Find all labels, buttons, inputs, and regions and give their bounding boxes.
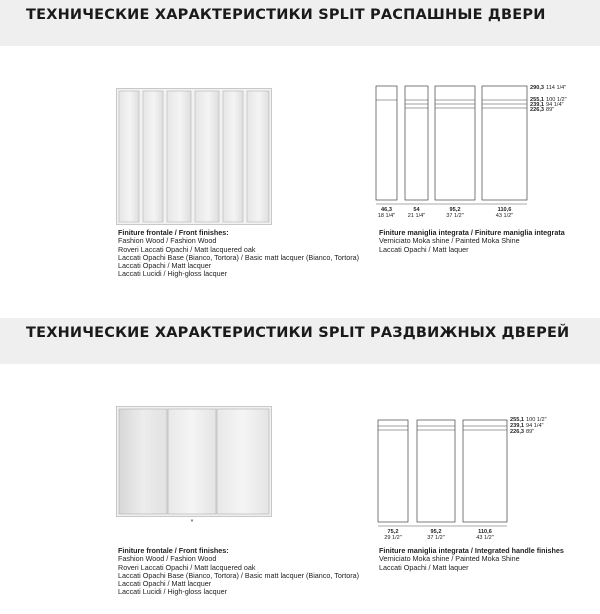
finish-item: Fashion Wood / Fashion Wood bbox=[118, 236, 217, 246]
front-finishes-sliding bbox=[118, 547, 359, 597]
handle-finish-item: Laccati Opachi / Matt laquer bbox=[379, 562, 469, 572]
finish-item: Laccati Opachi / Matt lacquer bbox=[118, 579, 212, 589]
sliding-door-front-illustration bbox=[116, 406, 273, 524]
front-finishes-title: Finiture frontale / Front finishes: bbox=[118, 228, 229, 237]
finish-item: Fashion Wood / Fashion Wood bbox=[118, 554, 217, 564]
handle-finishes-title: Finiture maniglia integrata / Finiture maniglia integrata bbox=[379, 228, 565, 237]
width-label-3-in: 43 1/2" bbox=[476, 535, 494, 541]
height-label-1: 290,3 114 1/4" bbox=[530, 85, 567, 91]
handle-finish-item: Verniciato Moka shine / Painted Moka Shine bbox=[379, 236, 520, 246]
width-label-2: 54 bbox=[413, 207, 420, 213]
section-header-sliding bbox=[0, 318, 600, 364]
width-label-2: 95,2 bbox=[430, 529, 442, 535]
swing-panel-5 bbox=[223, 91, 243, 222]
handle-finish-item: Verniciato Moka shine / Painted Moka Shine bbox=[379, 554, 520, 564]
height-label-2: 255,1 100 1/2" bbox=[530, 97, 567, 103]
swing-module-95 bbox=[435, 86, 475, 200]
swing-module-46 bbox=[376, 86, 397, 200]
width-label-3: 95,2 bbox=[449, 207, 461, 213]
handle-finish-item: Laccati Opachi / Matt laquer bbox=[379, 244, 469, 254]
handle-finishes-title: Finiture maniglia integrata / Integrated handle finishes bbox=[379, 546, 564, 555]
front-finishes-swing bbox=[118, 229, 359, 279]
height-label-2: 239,1 94 1/4" bbox=[510, 423, 544, 429]
sliding-module-95 bbox=[417, 420, 455, 522]
swing-panel-4 bbox=[195, 91, 219, 222]
swing-panel-1 bbox=[119, 91, 139, 222]
swing-door-front-illustration bbox=[116, 88, 273, 226]
asterisk-marker: * bbox=[190, 519, 194, 524]
sliding-dimension-diagram bbox=[372, 412, 600, 542]
swing-panel-6 bbox=[247, 91, 269, 222]
swing-dimension-diagram bbox=[372, 80, 600, 220]
width-label-1: 75,2 bbox=[387, 529, 399, 535]
height-label-3: 239,1 94 1/4" bbox=[530, 102, 564, 108]
finish-item: Laccati Lucidi / High-gloss lacquer bbox=[118, 269, 228, 279]
width-label-4: 110,6 bbox=[497, 207, 512, 213]
front-finishes-title: Finiture frontale / Front finishes: bbox=[118, 546, 229, 555]
handle-finishes-sliding bbox=[379, 547, 564, 572]
width-label-4-in: 43 1/2" bbox=[495, 213, 514, 219]
section-header-swing bbox=[0, 0, 600, 46]
finish-item: Laccati Opachi Base (Bianco, Tortora) / Basic matt lacquer (Bianco, Tortora) bbox=[118, 252, 360, 262]
sliding-module-110 bbox=[463, 420, 507, 522]
finish-item: Laccati Opachi Base (Bianco, Tortora) / Basic matt lacquer (Bianco, Tortora) bbox=[118, 570, 360, 580]
finish-item: Laccati Opachi / Matt lacquer bbox=[118, 261, 212, 271]
sliding-module-75 bbox=[378, 420, 408, 522]
width-label-3: 110,6 bbox=[478, 529, 492, 535]
width-label-3-in: 37 1/2" bbox=[446, 213, 464, 219]
sliding-panel-3 bbox=[217, 409, 269, 514]
finish-item: Roveri Laccati Opachi / Matt lacquered oak bbox=[118, 244, 256, 254]
handle-finishes-swing bbox=[379, 229, 565, 254]
sliding-panel-1 bbox=[119, 409, 167, 514]
sliding-panel-2 bbox=[168, 409, 216, 514]
finish-item: Laccati Lucidi / High-gloss lacquer bbox=[118, 587, 228, 597]
section-title-swing: ТЕХНИЧЕСКИЕ ХАРАКТЕРИСТИКИ SPLIT РАСПАШНЫЕ ДВЕРИ bbox=[26, 7, 546, 23]
finish-item: Roveri Laccati Opachi / Matt lacquered oak bbox=[118, 562, 256, 572]
swing-module-110 bbox=[482, 86, 527, 200]
height-label-4: 226,3 89" bbox=[530, 107, 555, 113]
height-label-3: 226,3 89" bbox=[510, 429, 535, 435]
swing-module-54 bbox=[405, 86, 428, 200]
width-label-2-in: 21 1/4" bbox=[407, 213, 426, 219]
section-title-sliding: ТЕХНИЧЕСКИЕ ХАРАКТЕРИСТИКИ SPLIT РАЗДВИЖНЫХ ДВЕРЕЙ bbox=[26, 325, 570, 341]
width-label-2-in: 37 1/2" bbox=[427, 535, 445, 541]
width-label-1: 46,3 bbox=[381, 207, 392, 213]
width-label-1-in: 18 1/4" bbox=[377, 213, 396, 219]
swing-panel-2 bbox=[143, 91, 163, 222]
swing-panel-3 bbox=[167, 91, 191, 222]
width-label-1-in: 29 1/2" bbox=[384, 535, 402, 541]
height-label-1: 255,1 100 1/2" bbox=[510, 417, 547, 423]
